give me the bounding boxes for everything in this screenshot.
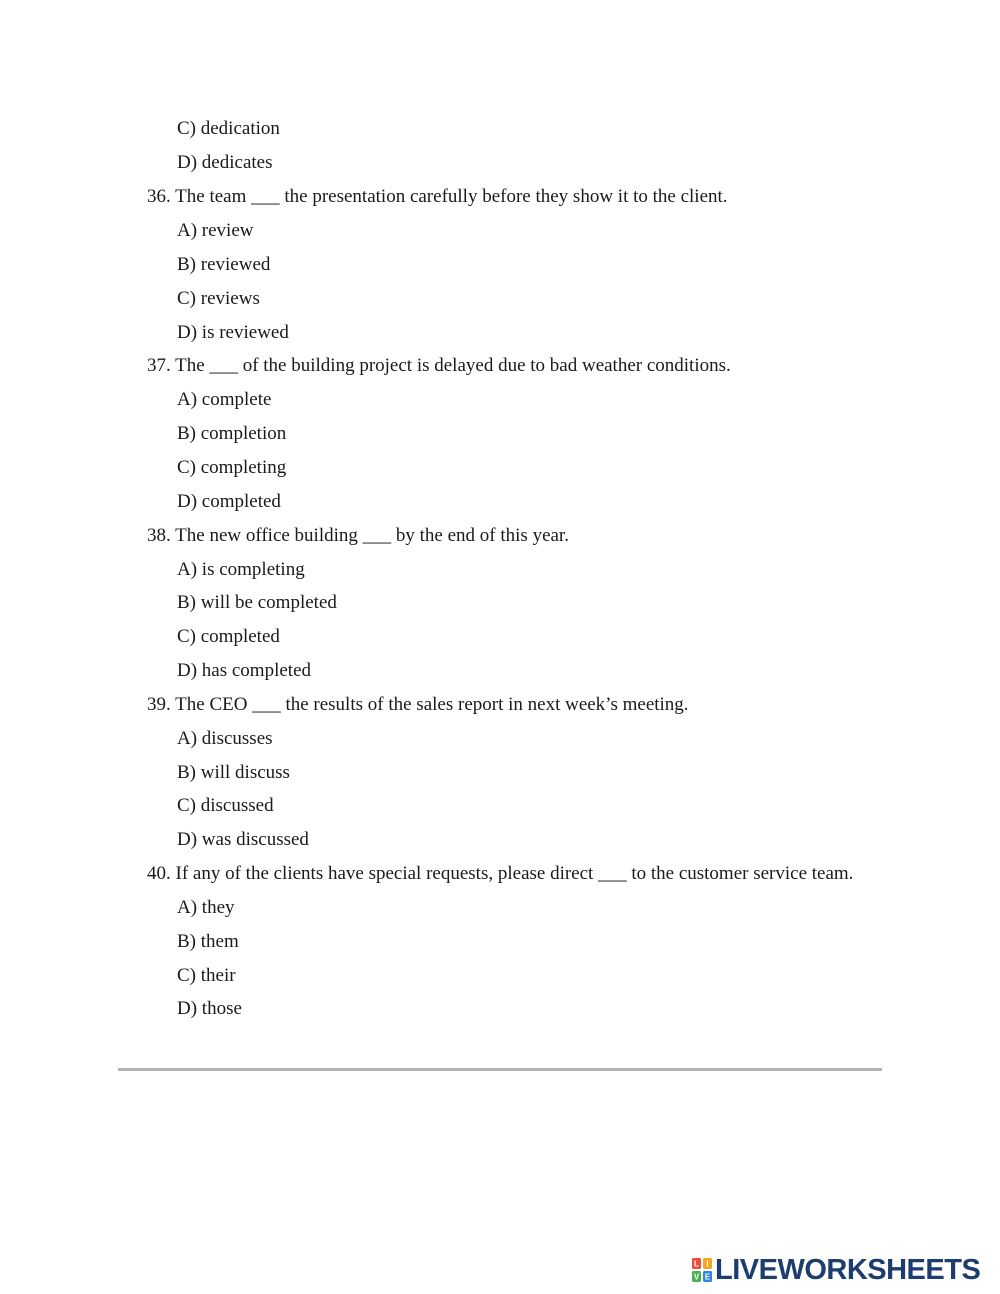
liveworksheets-wordmark: LIVEWORKSHEETS — [715, 1254, 981, 1286]
question-40-stem: 40. If any of the clients have special requests, please direct ___ to the customer service team. — [147, 863, 854, 884]
svg-text:E: E — [704, 1272, 711, 1282]
question-37-option-a: A) complete — [177, 389, 272, 410]
liveworksheets-logo — [692, 1254, 980, 1286]
option-prev-d: D) dedicates — [177, 152, 273, 173]
question-40-option-c: C) their — [177, 965, 236, 986]
question-39-stem: 39. The CEO ___ the results of the sales report in next week’s meeting. — [147, 694, 689, 715]
question-39-option-a: A) discusses — [177, 728, 273, 749]
question-37-option-c: C) completing — [177, 457, 287, 478]
question-38-stem: 38. The new office building ___ by the end of this year. — [147, 525, 569, 546]
question-38-option-b: B) will be completed — [177, 592, 337, 613]
question-39-option-d: D) was discussed — [177, 829, 309, 850]
question-37-option-b: B) completion — [177, 423, 287, 444]
svg-text:I: I — [706, 1259, 709, 1269]
question-36-option-c: C) reviews — [177, 288, 260, 309]
question-36-option-b: B) reviewed — [177, 254, 271, 275]
option-prev-c: C) dedication — [177, 118, 280, 139]
question-36-option-a: A) review — [177, 220, 254, 241]
liveworksheets-grid-icon — [692, 1258, 712, 1282]
question-37-stem: 37. The ___ of the building project is delayed due to bad weather conditions. — [147, 355, 731, 376]
question-39-option-b: B) will discuss — [177, 762, 290, 783]
svg-text:V: V — [693, 1272, 700, 1282]
question-39-option-c: C) discussed — [177, 795, 274, 816]
question-38-option-d: D) has completed — [177, 660, 312, 681]
question-40-option-b: B) them — [177, 931, 239, 952]
footer-divider — [118, 1068, 882, 1071]
svg-text:L: L — [694, 1259, 699, 1269]
question-36-stem: 36. The team ___ the presentation carefully before they show it to the client. — [147, 186, 728, 207]
question-38-option-a: A) is completing — [177, 559, 305, 580]
question-38-option-c: C) completed — [177, 626, 280, 647]
question-40-option-a: A) they — [177, 897, 235, 918]
question-37-option-d: D) completed — [177, 491, 281, 512]
question-36-option-d: D) is reviewed — [177, 322, 289, 343]
question-40-option-d: D) those — [177, 998, 242, 1019]
